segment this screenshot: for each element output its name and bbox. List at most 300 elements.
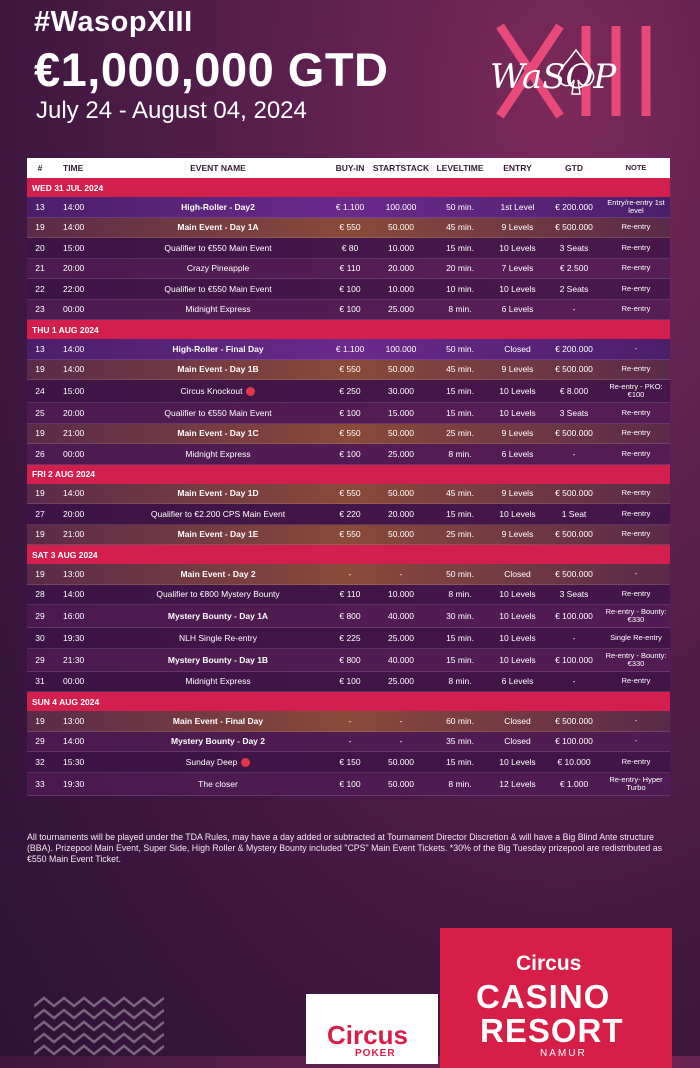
cell-time-text: 14:00 <box>63 343 85 354</box>
cell-buyin <box>329 449 371 459</box>
cell-buyin <box>329 676 371 686</box>
cell-num <box>27 202 53 212</box>
cell-name-text: Main Event - Day 1B <box>177 364 259 375</box>
cell-stack-text: - <box>399 568 403 579</box>
cell-name-text: Mystery Bounty - Day 2 <box>171 736 265 747</box>
cell-name-text: NLH Single Re-entry <box>179 632 257 643</box>
cell-num <box>27 676 53 686</box>
cell-name <box>107 716 329 726</box>
cell-buyin-text: € 250 <box>339 386 361 396</box>
cell-level-text: 50 min. <box>446 201 474 212</box>
cell-level <box>431 655 489 665</box>
cell-name <box>107 757 329 767</box>
column-header: NOTE <box>625 164 647 172</box>
cell-buyin-text: € 550 <box>339 529 361 540</box>
table-row <box>27 238 670 259</box>
cell-time-text: 19:30 <box>63 632 85 643</box>
cell-note <box>602 305 670 313</box>
cell-entry-text: 10 Levels <box>499 283 536 294</box>
cell-stack <box>371 428 431 438</box>
cell-gtd-text: € 8.000 <box>559 386 589 396</box>
cell-time <box>53 202 107 212</box>
cell-entry <box>489 284 546 294</box>
cell-note-text: Re-entry <box>621 489 651 498</box>
cell-level-text: 15 min. <box>446 407 474 418</box>
cell-name <box>107 529 329 539</box>
cell-buyin <box>329 488 371 498</box>
cell-entry-text: 12 Levels <box>499 778 536 789</box>
cell-time <box>53 676 107 686</box>
cell-entry-text: 10 Levels <box>499 386 536 396</box>
cell-gtd <box>546 757 602 767</box>
cell-num-text: 23 <box>35 304 45 315</box>
cell-level-text: 50 min. <box>446 343 474 354</box>
cell-entry <box>489 676 546 686</box>
cell-num-text: 19 <box>35 568 45 579</box>
cell-name <box>107 408 329 418</box>
cell-buyin-text: € 550 <box>339 488 361 499</box>
cell-buyin-text: - <box>348 736 352 747</box>
cell-num <box>27 589 53 599</box>
cell-gtd-text: - <box>572 676 576 687</box>
cell-gtd-text: 2 Seats <box>559 283 589 294</box>
cell-buyin <box>329 509 371 519</box>
cell-buyin <box>329 304 371 314</box>
cell-note-text: Re-entry <box>621 223 651 232</box>
column-header: TIME <box>63 163 84 173</box>
column-header: BUY-IN <box>335 163 365 173</box>
cell-entry <box>489 222 546 232</box>
cell-name-text: Main Event - Final Day <box>172 715 264 726</box>
wasop-logo <box>482 18 672 133</box>
cell-time-text: 14:00 <box>63 222 85 233</box>
cell-time-text: 15:30 <box>63 756 85 767</box>
cell-time <box>53 386 107 396</box>
cell-note-text: Re-entry <box>621 530 651 539</box>
table-row <box>27 628 670 649</box>
cell-name <box>107 263 329 273</box>
cell-time <box>53 757 107 767</box>
cell-gtd <box>546 509 602 519</box>
cell-buyin <box>329 611 371 621</box>
zigzag-pattern <box>34 996 164 1056</box>
cell-entry <box>489 344 546 354</box>
cell-num <box>27 611 53 621</box>
cell-note <box>602 264 670 272</box>
cell-note-text: Re-entry- Hyper Turbo <box>609 775 663 792</box>
cell-level-text: 8 min. <box>448 304 472 315</box>
cell-entry <box>489 736 546 746</box>
cell-buyin-text: € 100 <box>339 676 361 687</box>
cell-num-text: 20 <box>35 242 45 253</box>
cell-stack <box>371 304 431 314</box>
cell-time-text: 21:30 <box>63 654 85 665</box>
cell-time-text: 14:00 <box>63 589 85 600</box>
cell-stack-text: 100.000 <box>385 201 417 212</box>
cell-num <box>27 386 53 396</box>
cell-num <box>27 284 53 294</box>
cell-gtd-text: 3 Seats <box>559 242 589 253</box>
cell-time-text: 20:00 <box>63 263 85 274</box>
cell-stack-text: 50.000 <box>388 488 414 499</box>
cell-num-text: 19 <box>35 428 45 439</box>
cell-num <box>27 716 53 726</box>
cell-time <box>53 633 107 643</box>
cell-time-text: 14:00 <box>63 201 85 212</box>
cell-gtd-text: € 500.000 <box>555 428 593 439</box>
cell-time-text: 14:00 <box>63 488 85 499</box>
cell-entry <box>489 509 546 519</box>
cell-level <box>431 509 489 519</box>
cell-name-text: Qualifier to €550 Main Event <box>164 242 272 253</box>
cell-num <box>27 633 53 643</box>
cell-buyin-text: € 100 <box>339 778 361 789</box>
cell-time <box>53 408 107 418</box>
cell-gtd-text: - <box>572 448 576 459</box>
table-row <box>27 218 670 239</box>
footnote: All tournaments will be played under the TDA Rules, may have a day added or subtracted at Tournament Director Discretion & will have a Big Blind Ante structure (BBA). Prizepool Main Event, Super Side, High Roller & Mystery Bounty included "CPS" Main Event Tickets. *30% of the Big Tuesday prizepool are redistributed as €550 Main Event Ticket. <box>27 832 663 864</box>
cell-name-text: Main Event - Day 2 <box>180 568 256 579</box>
cell-num <box>27 655 53 665</box>
trophy-icon <box>246 387 255 396</box>
cell-time <box>53 509 107 519</box>
cell-time-text: 00:00 <box>63 676 85 687</box>
cell-gtd-text: 3 Seats <box>559 589 589 600</box>
cell-gtd-text: € 500.000 <box>555 715 593 726</box>
cell-note-text: Re-entry <box>621 757 651 766</box>
cell-entry <box>489 569 546 579</box>
table-row <box>27 605 670 628</box>
cell-note-text: - <box>634 737 638 746</box>
cell-num <box>27 569 53 579</box>
cell-gtd-text: € 500.000 <box>555 364 593 375</box>
cell-note <box>602 285 670 293</box>
cell-note <box>602 737 670 745</box>
cell-level-text: 35 min. <box>446 736 474 747</box>
cell-level <box>431 263 489 273</box>
cell-gtd-text: € 500.000 <box>555 222 593 233</box>
cell-num <box>27 304 53 314</box>
cell-stack-text: 100.000 <box>385 343 417 354</box>
cell-note <box>602 758 670 766</box>
cell-stack-text: 10.000 <box>388 242 414 253</box>
table-header <box>27 158 670 178</box>
cell-level-text: 15 min. <box>446 386 474 396</box>
cell-stack <box>371 243 431 253</box>
cell-entry-text: 9 Levels <box>501 488 534 499</box>
cell-note <box>602 199 670 215</box>
cell-num-text: 28 <box>35 589 45 600</box>
cell-level-text: 15 min. <box>446 242 474 253</box>
cell-level <box>431 529 489 539</box>
table-row <box>27 380 670 403</box>
cell-note-text: Re-entry <box>621 677 651 686</box>
circus-wordmark: Circus <box>516 952 582 975</box>
cell-name-text: Midnight Express <box>185 304 251 315</box>
cell-stack-text: 25.000 <box>388 632 414 643</box>
cell-time-text: 16:00 <box>63 611 85 621</box>
cell-note <box>602 489 670 497</box>
casino-wordmark: CASINO <box>476 978 611 1015</box>
column-header: EVENT NAME <box>190 163 246 173</box>
cell-entry <box>489 449 546 459</box>
cell-gtd-text: € 500.000 <box>555 568 593 579</box>
cell-gtd <box>546 222 602 232</box>
cell-num-text: 13 <box>35 343 45 354</box>
cell-note-text: Re-entry - Bounty: €330 <box>605 651 667 668</box>
cell-buyin <box>329 344 371 354</box>
cell-name-text: Main Event - Day 1D <box>177 488 259 499</box>
cell-gtd <box>546 633 602 643</box>
cell-name-text: Circus Knockout <box>180 385 243 396</box>
cell-time-text: 21:00 <box>63 529 85 540</box>
cell-time-text: 20:00 <box>63 508 85 519</box>
cell-name <box>107 509 329 519</box>
cell-time <box>53 655 107 665</box>
cell-note <box>602 652 670 668</box>
cell-num-text: 24 <box>35 386 45 396</box>
cell-stack-text: 10.000 <box>388 283 414 294</box>
cell-name <box>107 386 329 396</box>
cell-entry-text: Closed <box>504 568 531 579</box>
cell-time <box>53 779 107 789</box>
cell-stack-text: 10.000 <box>388 589 414 600</box>
table-row <box>27 564 670 585</box>
cell-note-text: - <box>634 569 638 578</box>
cell-entry <box>489 243 546 253</box>
cell-stack <box>371 408 431 418</box>
cell-entry-text: 10 Levels <box>499 407 536 418</box>
logo-numeral: XIII <box>482 18 484 19</box>
cell-note-text: Re-entry <box>621 509 651 518</box>
cell-stack-text: 40.000 <box>388 654 414 665</box>
cell-stack-text: 25.000 <box>388 448 414 459</box>
cell-num <box>27 488 53 498</box>
cell-note-text: Re-entry <box>621 284 651 293</box>
cell-entry-text: 10 Levels <box>499 242 536 253</box>
cell-stack <box>371 263 431 273</box>
cell-level-text: 15 min. <box>446 654 474 665</box>
cell-num-text: 19 <box>35 222 45 233</box>
cell-time <box>53 344 107 354</box>
cell-note <box>602 409 670 417</box>
cell-name-text: The closer <box>198 778 238 789</box>
cell-stack-text: - <box>399 715 403 726</box>
table-row <box>27 339 670 360</box>
cell-name <box>107 202 329 212</box>
cell-level-text: 60 min. <box>446 715 474 726</box>
cell-stack-text: 25.000 <box>388 676 414 687</box>
cell-buyin-text: € 225 <box>339 632 361 643</box>
cell-buyin <box>329 569 371 579</box>
cell-level <box>431 304 489 314</box>
cell-name-text: Crazy Pineapple <box>186 263 250 274</box>
cell-gtd <box>546 589 602 599</box>
cell-gtd <box>546 202 602 212</box>
column-header: STARTSTACK <box>372 163 430 173</box>
cell-gtd <box>546 716 602 726</box>
cell-buyin-text: € 800 <box>339 654 361 665</box>
cell-level <box>431 449 489 459</box>
cell-num-text: 25 <box>35 407 45 418</box>
cell-num-text: 22 <box>35 283 45 294</box>
cell-entry-text: Closed <box>504 736 531 747</box>
cell-name <box>107 589 329 599</box>
cell-level-text: 15 min. <box>446 632 474 643</box>
cell-time <box>53 364 107 374</box>
cell-note-text: Re-entry <box>621 365 651 374</box>
cell-level <box>431 716 489 726</box>
cell-name-text: Mystery Bounty - Day 1A <box>167 611 269 621</box>
cell-entry-text: 1st Level <box>500 201 535 212</box>
cell-note <box>602 717 670 725</box>
cell-name-text: Qualifier to €2.200 CPS Main Event <box>150 508 286 519</box>
cell-num <box>27 344 53 354</box>
cell-buyin-text: € 80 <box>341 242 359 253</box>
cell-gtd <box>546 284 602 294</box>
cell-gtd-text: - <box>572 304 576 315</box>
cell-stack <box>371 716 431 726</box>
cell-num-text: 30 <box>35 632 45 643</box>
cell-note <box>602 530 670 538</box>
circus-poker-wordmark: Circus <box>327 1020 408 1050</box>
cell-note-text: Single Re-entry <box>610 633 662 642</box>
cell-gtd <box>546 364 602 374</box>
cell-buyin-text: € 100 <box>339 304 361 315</box>
cell-stack-text: 50.000 <box>388 222 414 233</box>
cell-num-text: 33 <box>35 778 45 789</box>
cell-note-text: Entry/re-entry 1st level <box>607 198 665 215</box>
cell-level <box>431 364 489 374</box>
cell-name-text: Main Event - Day 1C <box>177 428 259 439</box>
cell-name-text: Qualifier to €800 Mystery Bounty <box>156 589 280 600</box>
table-row <box>27 300 670 321</box>
cell-name <box>107 633 329 643</box>
cell-buyin-text: € 110 <box>339 589 361 600</box>
column-header: ENTRY <box>503 163 532 173</box>
cell-time <box>53 569 107 579</box>
cell-buyin <box>329 243 371 253</box>
cell-name-text: Main Event - Day 1A <box>177 222 259 233</box>
cell-buyin <box>329 364 371 374</box>
cell-num <box>27 449 53 459</box>
cell-buyin <box>329 263 371 273</box>
cell-entry-text: 10 Levels <box>499 611 536 621</box>
cell-gtd-text: € 500.000 <box>555 529 593 540</box>
cell-level-text: 8 min. <box>448 448 472 459</box>
cell-note <box>602 570 670 578</box>
cell-entry-text: 9 Levels <box>501 364 534 375</box>
namur-wordmark: NAMUR <box>540 1048 587 1059</box>
table-row <box>27 773 670 796</box>
cell-buyin-text: - <box>348 715 352 726</box>
cell-note <box>602 608 670 624</box>
cell-time-text: 14:00 <box>63 364 85 375</box>
cell-stack <box>371 284 431 294</box>
cell-num-text: 19 <box>35 715 45 726</box>
cell-name-text: Qualifier to €550 Main Event <box>164 283 272 294</box>
cell-gtd <box>546 655 602 665</box>
cell-entry-text: 9 Levels <box>501 222 534 233</box>
cell-num <box>27 222 53 232</box>
cell-level <box>431 222 489 232</box>
cell-stack-text: 30.000 <box>388 386 414 396</box>
cell-stack <box>371 589 431 599</box>
cell-level <box>431 488 489 498</box>
cell-level <box>431 589 489 599</box>
day-header: WED 31 JUL 2024 <box>27 178 670 197</box>
cell-stack <box>371 655 431 665</box>
cell-buyin-text: € 1.100 <box>335 201 365 212</box>
cell-time <box>53 304 107 314</box>
cell-name <box>107 243 329 253</box>
cell-buyin-text: € 1.100 <box>335 343 365 354</box>
cell-gtd <box>546 676 602 686</box>
cell-stack <box>371 736 431 746</box>
cell-entry-text: Closed <box>504 715 531 726</box>
cell-name <box>107 284 329 294</box>
cell-buyin <box>329 716 371 726</box>
cell-level <box>431 676 489 686</box>
cell-gtd-text: € 500.000 <box>555 488 593 499</box>
cell-note <box>602 383 670 399</box>
cell-entry <box>489 529 546 539</box>
cell-level-text: 15 min. <box>446 508 474 519</box>
cell-num-text: 29 <box>35 736 45 747</box>
cell-entry <box>489 428 546 438</box>
day-header: SAT 3 AUG 2024 <box>27 545 670 564</box>
cell-name <box>107 488 329 498</box>
cell-entry <box>489 202 546 212</box>
cell-name <box>107 569 329 579</box>
cell-note <box>602 776 670 792</box>
cell-gtd-text: € 10.000 <box>557 756 591 767</box>
cell-time <box>53 284 107 294</box>
cell-stack <box>371 509 431 519</box>
cell-stack-text: 15.000 <box>388 407 414 418</box>
cell-note <box>602 590 670 598</box>
cell-gtd-text: € 100.000 <box>555 654 593 665</box>
cell-time <box>53 488 107 498</box>
cell-buyin-text: € 550 <box>339 428 361 439</box>
cell-buyin <box>329 589 371 599</box>
column-header: GTD <box>565 163 583 173</box>
cell-stack-text: 50.000 <box>388 756 414 767</box>
cell-stack-text: 25.000 <box>388 304 414 315</box>
cell-level <box>431 611 489 621</box>
cell-stack-text: 20.000 <box>388 508 414 519</box>
cell-level-text: 45 min. <box>446 222 474 233</box>
cell-name <box>107 655 329 665</box>
cell-entry <box>489 304 546 314</box>
cell-entry <box>489 655 546 665</box>
cell-level-text: 45 min. <box>446 364 474 375</box>
cell-num <box>27 757 53 767</box>
cell-name <box>107 428 329 438</box>
table-row <box>27 444 670 465</box>
cell-level <box>431 284 489 294</box>
cell-entry <box>489 779 546 789</box>
logo-script: WaSOP <box>490 57 617 97</box>
cell-time-text: 19:30 <box>63 778 85 789</box>
cell-name <box>107 222 329 232</box>
cell-note-text: Re-entry <box>621 449 651 458</box>
cell-time <box>53 222 107 232</box>
cell-num <box>27 364 53 374</box>
cell-num <box>27 428 53 438</box>
cell-gtd <box>546 263 602 273</box>
cell-buyin-text: € 550 <box>339 222 361 233</box>
